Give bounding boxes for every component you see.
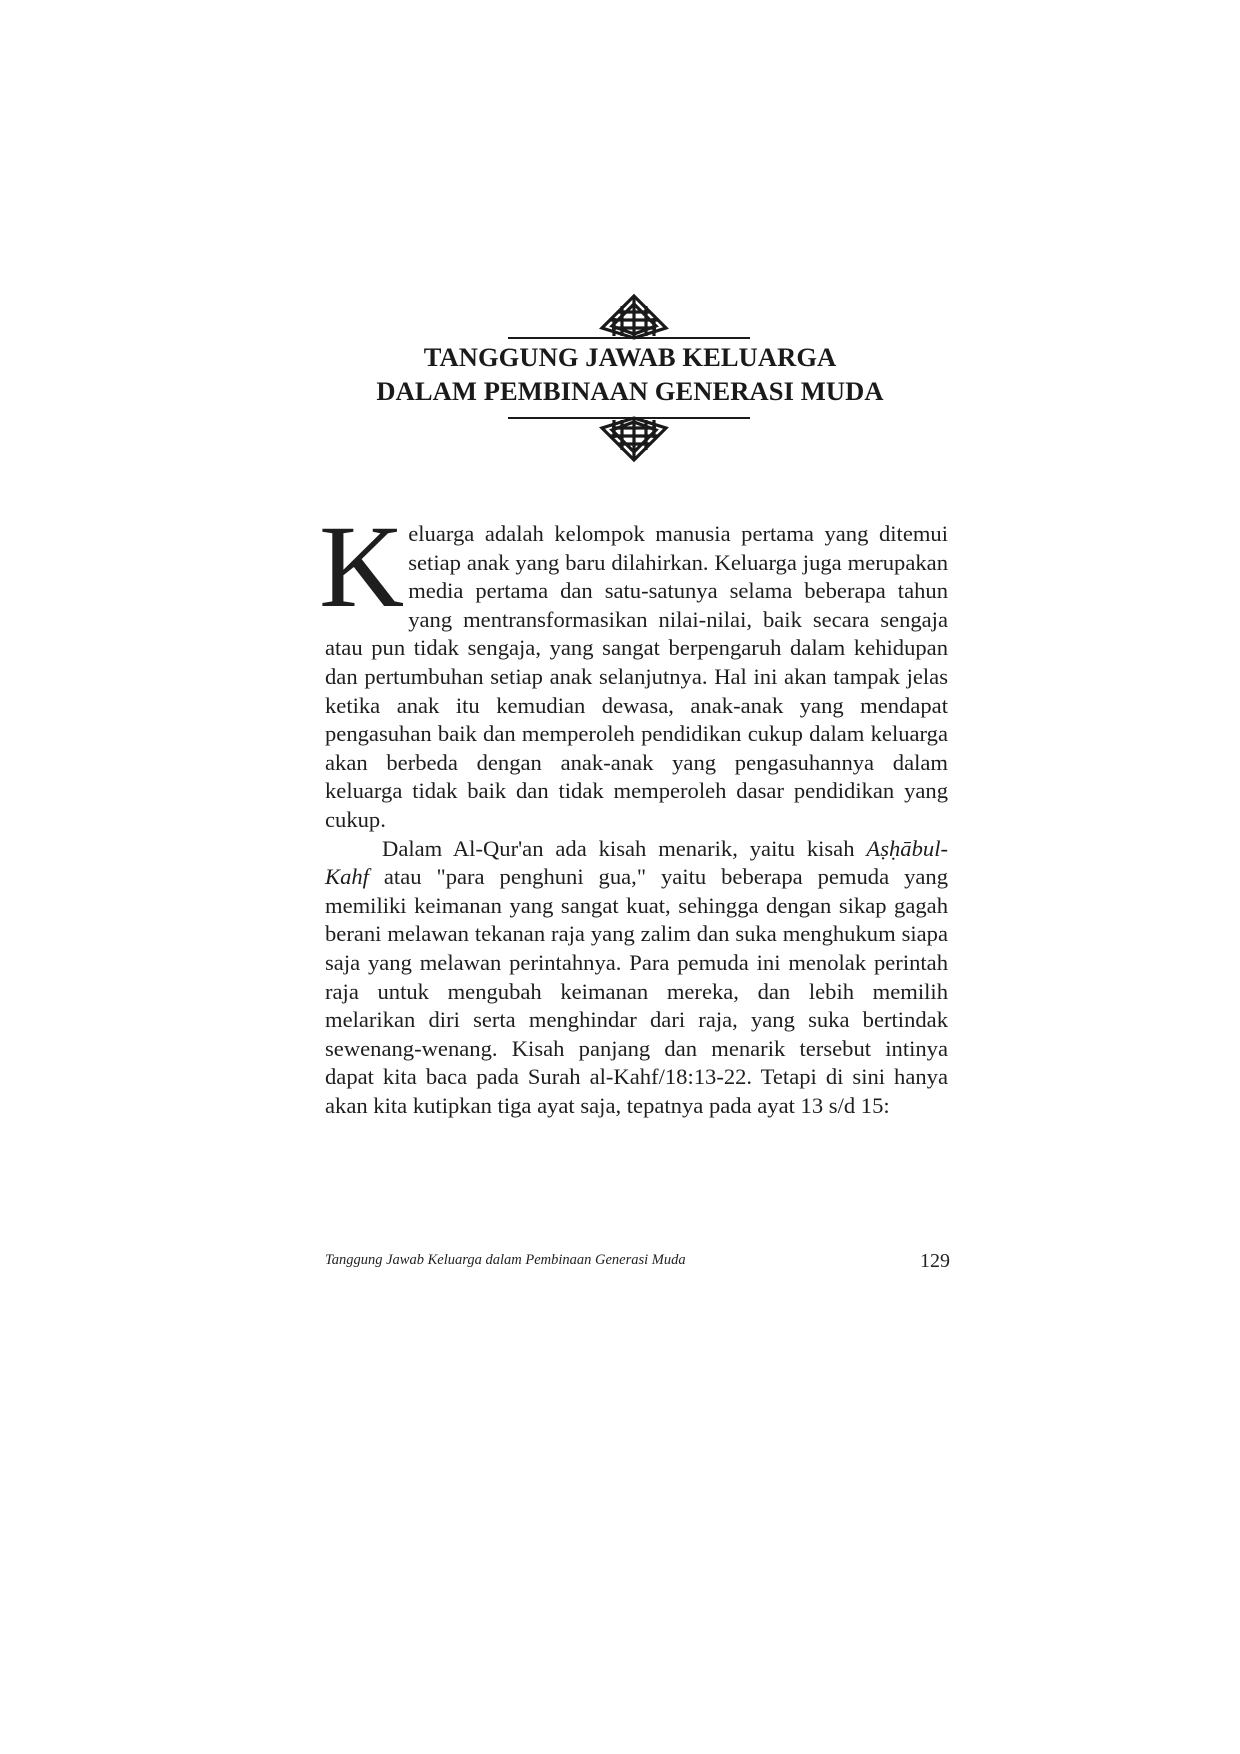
chapter-title-line-1: TANGGUNG JAWAB KELUARGA [423,342,837,372]
top-lattice-icon [602,296,666,338]
italic-term: Aṣḥābul-Kahf [325,835,948,890]
paragraph-2 [325,835,948,1121]
chapter-title-line-2: DALAM PEMBINAAN GENERASI MUDA [376,376,884,406]
running-footer-title: Tanggung Jawab Keluarga dalam Pembinaan Generasi Muda [325,1252,686,1268]
paragraph-1-text: eluarga adalah kelompok manusia pertama yang ditemui setiap anak yang baru dilahirkan. Keluarga juga merupakan media pertama dan satu-satunya selama beberapa tahun yang mentransformasikan nilai-nilai, baik secara sengaja atau pun tidak sengaja, yang sangat berpengaruh dalam kehidupan dan pertumbuhan setiap anak selanjutnya. Hal ini akan tampak jelas ketika anak itu kemudian dewasa, anak-anak yang mendapat pengasuhan baik dan memperoleh pendidikan cukup dalam keluarga akan berbeda dengan anak-anak yang pengasuhannya dalam keluarga tidak baik dan tidak memperoleh dasar pendidikan yang cukup. [325,521,948,832]
chapter-title [320,340,940,408]
drop-cap: K [319,501,405,632]
bottom-lattice-icon [602,418,666,460]
paragraph-2-text-start: Dalam Al-Qur'an ada kisah menarik, yaitu kisah [382,835,867,861]
page-number: 129 [920,1250,950,1272]
paragraph-2-text-end: atau "para penghuni gua," yaitu beberapa pemuda yang memiliki keimanan yang sangat kuat, sehingga dengan sikap gagah berani melawan tekanan raja yang zalim dan suka menghukum siapa saja yang melawan perintahnya. Para pemuda ini menolak perintah raja untuk mengubah keimanan mereka, dan lebih memilih melarikan diri serta menghindar dari raja, yang suka bertindak sewenang-wenang. Kisah panjang dan menarik tersebut intinya dapat kita baca pada Surah al-Kahf/18:13-22. Tetapi di sini hanya akan kita kutipkan tiga ayat saja, tepatnya pada ayat 13 s/d 15: [325,864,948,1118]
chapter-body [319,501,948,1120]
paragraph-1 [319,501,948,835]
